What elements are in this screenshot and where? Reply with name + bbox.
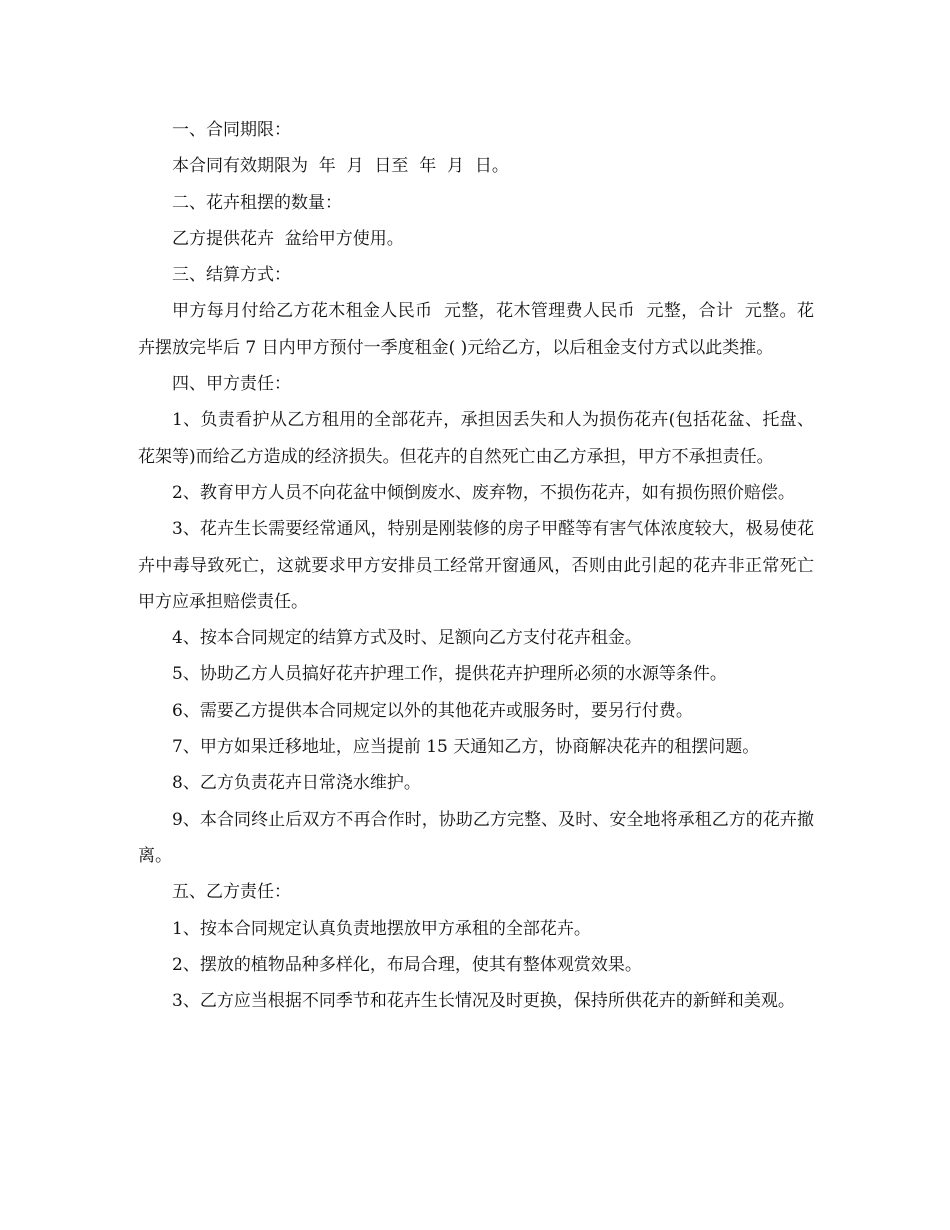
party-a-clause-5: 5、协助乙方人员搞好花卉护理工作，提供花卉护理所必须的水源等条件。: [172, 664, 727, 685]
party-a-clause-3: 3、花卉生长需要经常通风，特别是刚装修的房子甲醛等有害气体浓度较大，极易使花卉中毒导致死亡，这就要求甲方安排员工经常开窗通风，否则由此引起的花卉非正常死亡甲方应承担赔偿责任。: [138, 519, 814, 612]
section-heading-settlement: 三、结算方式：: [172, 265, 291, 286]
party-a-clause-2: 2、教育甲方人员不向花盆中倾倒废水、废弃物，不损伤花卉，如有损伤照价赔偿。: [172, 482, 795, 503]
party-a-clause-7: 7、甲方如果迁移地址，应当提前 15 天通知乙方，协商解决花卉的租摆问题。: [172, 737, 760, 758]
section-heading-quantity: 二、花卉租摆的数量：: [172, 192, 342, 213]
party-b-clause-3: 3、乙方应当根据不同季节和花卉生长情况及时更换，保持所供花卉的新鲜和美观。: [172, 991, 795, 1012]
party-b-clause-2: 2、摆放的植物品种多样化，布局合理，使其有整体观赏效果。: [172, 954, 642, 975]
section-heading-term: 一、合同期限：: [172, 120, 291, 140]
settlement-clause: 甲方每月付给乙方花木租金人民币 元整，花木管理费人民币 元整，合计 元整。花卉摆放完毕后 7 日内甲方预付一季度租金( )元给乙方，以后租金支付方式以此类推。: [138, 301, 814, 358]
contract-body: [138, 112, 814, 1019]
quantity-clause: 乙方提供花卉 盆给甲方使用。: [172, 228, 404, 249]
party-a-clause-9: 9、本合同终止后双方不再合作时，协助乙方完整、及时、安全地将承租乙方的花卉撤离。: [138, 809, 814, 866]
section-heading-party-a: 四、甲方责任：: [172, 374, 291, 395]
party-a-clause-8: 8、乙方负责花卉日常浇水维护。: [172, 773, 421, 794]
section-heading-party-b: 五、乙方责任：: [172, 882, 291, 903]
party-a-clause-4: 4、按本合同规定的结算方式及时、足额向乙方支付花卉租金。: [172, 628, 642, 649]
party-b-clause-1: 1、按本合同规定认真负责地摆放甲方承租的全部花卉。: [172, 918, 591, 939]
term-clause: 本合同有效期限为 年 月 日至 年 月 日。: [172, 156, 509, 177]
party-a-clause-6: 6、需要乙方提供本合同规定以外的其他花卉或服务时，要另行付费。: [172, 700, 693, 721]
party-a-clause-1: 1、负责看护从乙方租用的全部花卉，承担因丢失和人为损伤花卉(包括花盆、托盘、花架等)而给乙方造成的经济损失。但花卉的自然死亡由乙方承担，甲方不承担责任。: [138, 410, 814, 467]
